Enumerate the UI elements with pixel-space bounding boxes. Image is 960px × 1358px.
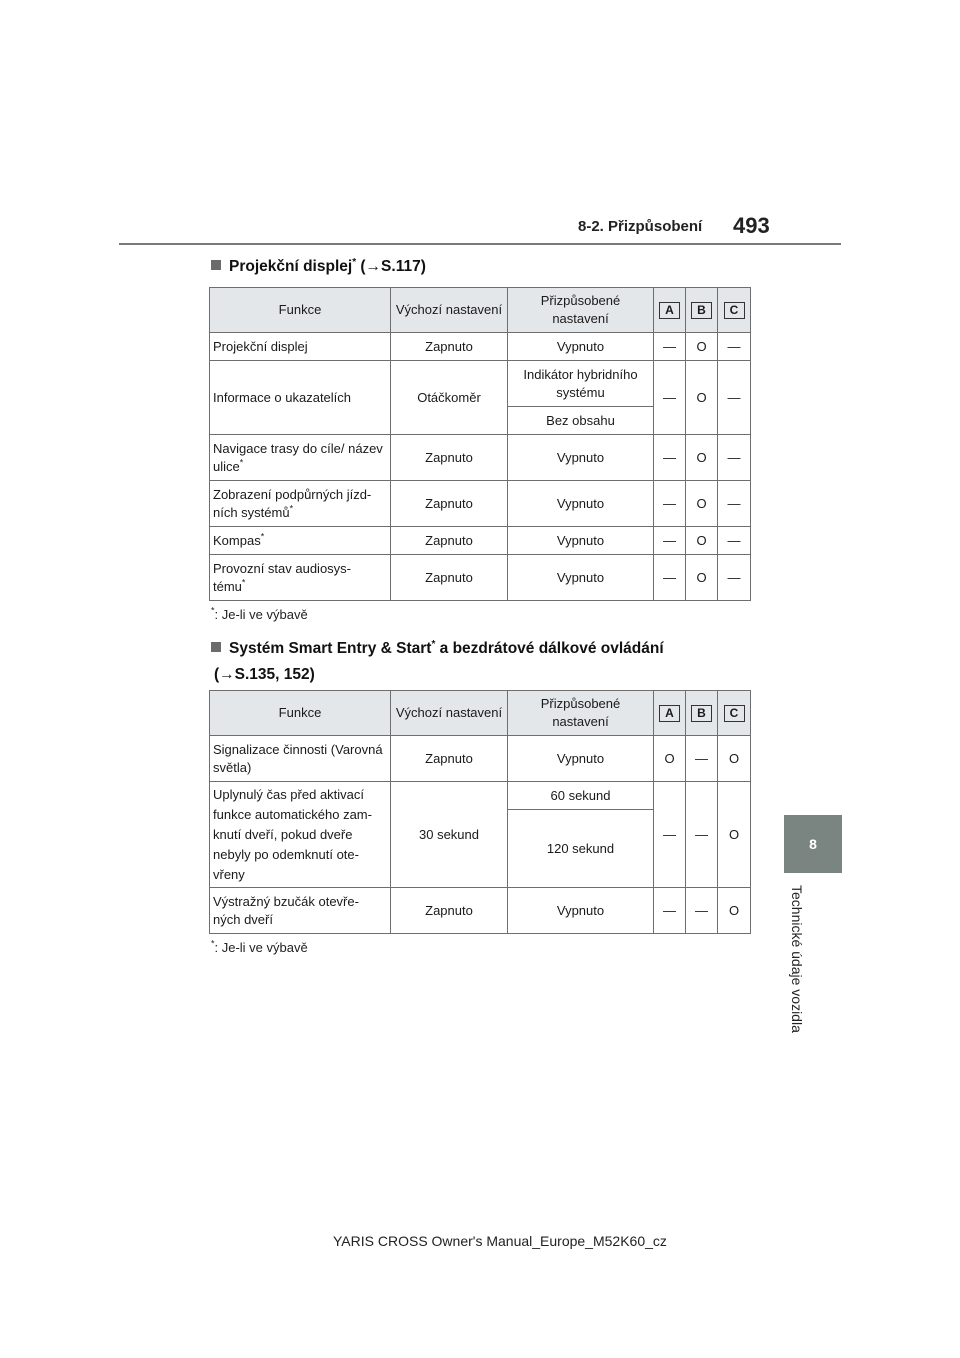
cell-custom: Vypnuto — [508, 736, 654, 782]
header-divider — [119, 243, 841, 245]
cell-a: — — [654, 555, 686, 601]
footnote-mark: * — [431, 638, 436, 650]
function-text: Kompas — [213, 532, 261, 548]
table-header-row — [210, 691, 751, 736]
cell-c: — — [718, 527, 751, 555]
page-reference-link[interactable]: (→S.135, 152) — [214, 666, 315, 683]
cell-b: — — [686, 888, 718, 934]
letter-b-box: B — [691, 705, 712, 722]
table-header-row — [210, 288, 751, 333]
cell-c: — — [718, 435, 751, 481]
cell-default: 30 sekund — [391, 782, 508, 888]
cell-a: O — [654, 736, 686, 782]
cell-c: O — [718, 782, 751, 888]
function-text: Zobrazení podpůrných jízd- ních systémů — [213, 486, 372, 520]
cell-c: O — [718, 888, 751, 934]
column-header-custom: Přizpůsobené nastavení — [508, 691, 654, 736]
column-header-c — [718, 288, 751, 333]
column-header-b — [686, 288, 718, 333]
table-row — [210, 888, 751, 934]
cell-custom: 60 sekund — [508, 782, 654, 810]
column-header-c — [718, 691, 751, 736]
footnote-text — [211, 940, 308, 955]
column-header-b — [686, 691, 718, 736]
cell-b: O — [686, 333, 718, 361]
square-bullet-icon — [211, 642, 221, 652]
cell-c: — — [718, 361, 751, 435]
cell-b: — — [686, 782, 718, 888]
cell-default: Otáčkoměr — [391, 361, 508, 435]
settings-table-smart-entry — [209, 690, 751, 934]
cell-custom: Vypnuto — [508, 481, 654, 527]
cell-default: Zapnuto — [391, 527, 508, 555]
chapter-number: 8 — [809, 836, 817, 852]
cell-custom: Vypnuto — [508, 435, 654, 481]
heading-text: Projekční displej — [229, 258, 353, 275]
footnote-body: : Je-li ve výbavě — [214, 940, 308, 955]
cell-custom: Indikátor hybridního systému — [508, 361, 654, 407]
table-row — [210, 481, 751, 527]
table-row — [210, 361, 751, 407]
letter-b-box: B — [691, 302, 712, 319]
footnote-mark: * — [241, 577, 246, 588]
letter-c-box: C — [724, 302, 745, 319]
cell-custom: Vypnuto — [508, 333, 654, 361]
section-heading-projection — [211, 256, 426, 278]
cell-b: O — [686, 555, 718, 601]
cell-a: — — [654, 361, 686, 435]
chapter-title: Technické údaje vozidla — [789, 885, 805, 1033]
table-row — [210, 736, 751, 782]
cell-a: — — [654, 527, 686, 555]
table-row — [210, 527, 751, 555]
cell-b: O — [686, 361, 718, 435]
letter-a-box: A — [659, 705, 680, 722]
footnote-mark: * — [260, 531, 265, 542]
cell-function: Uplynulý čas před aktivací funkce automatického zam- knutí dveří, pokud dveře nebyly po odemknutí ote- vřeny — [210, 782, 391, 888]
cell-custom: Bez obsahu — [508, 407, 654, 435]
table-row — [210, 435, 751, 481]
table-row — [210, 782, 751, 810]
cell-b: O — [686, 527, 718, 555]
footnote-text — [211, 607, 308, 622]
column-header-default: Výchozí nastavení — [391, 288, 508, 333]
footnote-mark: * — [211, 938, 215, 949]
section-title: 8-2. Přizpůsobení — [578, 218, 703, 235]
column-header-function: Funkce — [210, 691, 391, 736]
cell-custom: 120 sekund — [508, 810, 654, 888]
table-row — [210, 555, 751, 601]
footnote-body: : Je-li ve výbavě — [214, 607, 308, 622]
page-reference-link[interactable]: (→S.117) — [356, 258, 426, 275]
cell-a: — — [654, 333, 686, 361]
cell-a: — — [654, 888, 686, 934]
cell-b: — — [686, 736, 718, 782]
cell-function — [210, 435, 391, 481]
cell-c: O — [718, 736, 751, 782]
table-row — [210, 333, 751, 361]
column-header-a — [654, 691, 686, 736]
cell-c: — — [718, 333, 751, 361]
cell-default: Zapnuto — [391, 435, 508, 481]
cell-default: Zapnuto — [391, 888, 508, 934]
footnote-mark: * — [289, 503, 294, 514]
footer-text: YARIS CROSS Owner's Manual_Europe_M52K60_cz — [333, 1233, 667, 1249]
cell-b: O — [686, 481, 718, 527]
cell-function: Informace o ukazatelích — [210, 361, 391, 435]
cell-c: — — [718, 555, 751, 601]
footnote-mark: * — [211, 605, 215, 616]
function-text: Navigace trasy do cíle/ název ulice — [213, 440, 383, 474]
cell-function — [210, 481, 391, 527]
cell-default: Zapnuto — [391, 736, 508, 782]
letter-c-box: C — [724, 705, 745, 722]
cell-default: Zapnuto — [391, 481, 508, 527]
cell-function: Signalizace činnosti (Varovná světla) — [210, 736, 391, 782]
cell-custom: Vypnuto — [508, 555, 654, 601]
cell-custom: Vypnuto — [508, 888, 654, 934]
column-header-default: Výchozí nastavení — [391, 691, 508, 736]
heading-text-cont: a bezdrátové dálkové ovládání — [435, 640, 664, 657]
column-header-function: Funkce — [210, 288, 391, 333]
column-header-a — [654, 288, 686, 333]
section-heading-smart-entry — [211, 638, 664, 686]
cell-a: — — [654, 481, 686, 527]
cell-default: Zapnuto — [391, 555, 508, 601]
cell-c: — — [718, 481, 751, 527]
cell-function — [210, 527, 391, 555]
footnote-mark: * — [239, 457, 244, 468]
chapter-tab[interactable] — [784, 815, 842, 873]
cell-custom: Vypnuto — [508, 527, 654, 555]
square-bullet-icon — [211, 260, 221, 270]
function-text: Provozní stav audiosys- tému — [213, 560, 352, 594]
heading-text: Systém Smart Entry & Start — [229, 640, 432, 657]
cell-function: Výstražný bzučák otevře- ných dveří — [210, 888, 391, 934]
page-number: 493 — [733, 213, 770, 238]
cell-b: O — [686, 435, 718, 481]
cell-function — [210, 555, 391, 601]
cell-a: — — [654, 782, 686, 888]
cell-function: Projekční displej — [210, 333, 391, 361]
cell-a: — — [654, 435, 686, 481]
cell-default: Zapnuto — [391, 333, 508, 361]
footnote-mark: * — [352, 256, 357, 268]
settings-table-projection — [209, 287, 751, 601]
letter-a-box: A — [659, 302, 680, 319]
column-header-custom: Přizpůsobené nastavení — [508, 288, 654, 333]
